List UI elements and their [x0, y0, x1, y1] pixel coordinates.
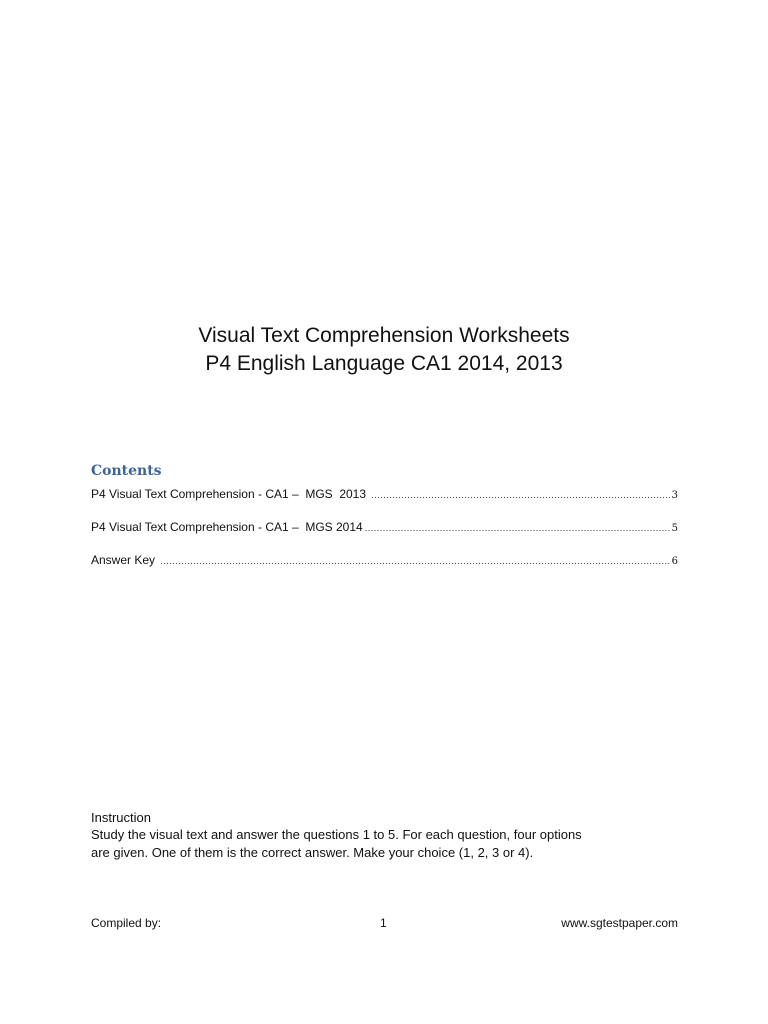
toc-dot-leader — [365, 520, 670, 536]
document-title — [0, 322, 768, 378]
toc-entry-answer-key[interactable] — [91, 552, 678, 570]
toc-dot-leader — [371, 487, 669, 503]
instruction-line-2: are given. One of them is the correct answer. Make your choice (1, 2, 3 or 4). — [91, 845, 534, 860]
title-line-2: P4 English Language CA1 2014, 2013 — [205, 352, 563, 375]
toc-entry-label: P4 Visual Text Comprehension - CA1 – MGS 2014 — [91, 520, 363, 534]
page-footer — [91, 914, 678, 932]
instruction-text — [91, 826, 691, 862]
instruction-line-1: Study the visual text and answer the questions 1 to 5. For each question, four options — [91, 827, 582, 842]
title-line-1: Visual Text Comprehension Worksheets — [198, 324, 570, 347]
toc-entry-mgs-2013[interactable] — [91, 486, 678, 504]
toc-entry-mgs-2014[interactable] — [91, 519, 678, 537]
footer-compiled-by: Compiled by: — [91, 916, 162, 930]
footer-page-number: 1 — [380, 916, 387, 930]
toc-dot-leader — [160, 553, 669, 569]
toc-page-number: 3 — [671, 490, 678, 501]
contents-heading: Contents — [91, 463, 162, 479]
instruction-label: Instruction — [91, 810, 151, 825]
toc-page-number: 6 — [671, 556, 678, 567]
toc-entry-label: Answer Key — [91, 553, 159, 567]
toc-entry-label: P4 Visual Text Comprehension - CA1 – MGS 2013 — [91, 487, 370, 501]
footer-website: www.sgtestpaper.com — [561, 916, 678, 930]
toc-page-number: 5 — [671, 523, 678, 534]
